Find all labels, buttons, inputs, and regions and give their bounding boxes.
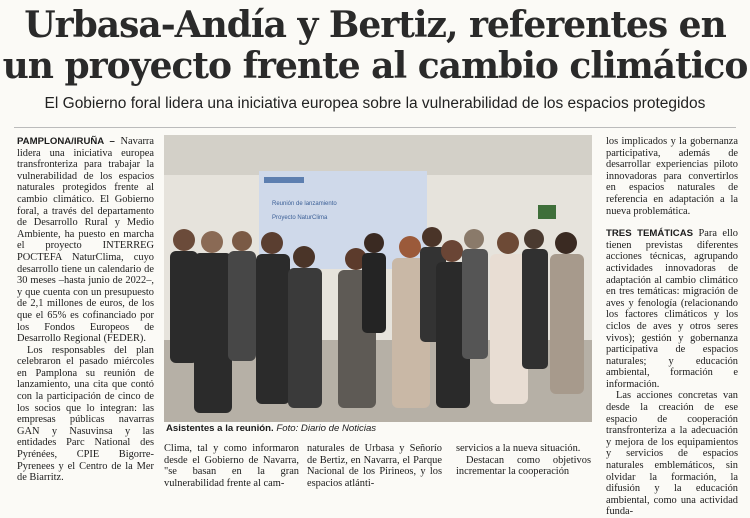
col5-paragraph-3: Las acciones concretas van desde la creación de ese espacio de cooperación transfronteriza a la adecuación y mejora de los equipamientos y servicios de espacios naturales emblemáticos, sin olvidar la formación, la difusión y la educación ambiental, como una actividad funda-	[606, 390, 738, 518]
slide-title: Reunión de lanzamiento	[272, 201, 337, 207]
col2-paragraph: Clima, tal y como informaron desde el Gobierno de Navarra, "se basan en la gran vulnerabilidad frente al cam-	[164, 443, 299, 489]
photo-caption	[166, 423, 594, 434]
col1-paragraph-2: Los responsables del plan celebraron el pasado miércoles en Pamplona su reunión de lanzamiento, una cita que contó con la participación de cinco de los socios que lo integran: las empresas públicas navarras GAN y Nasuvinsa y las entidades Parc National des Pyrénées, CPIE Bigorre-Pyrenees y el Centro de la Mer de Biarritz.	[17, 344, 154, 484]
subheadline: El Gobierno foral lidera una iniciativa europea sobre la vulnerabilidad de los espacios protegidos	[44, 95, 706, 112]
col3-paragraph: naturales de Urbasa y Señorío de Bertiz, en Navarra, el Parque Nacional de los Pirineos, y los espacios atlánti-	[307, 443, 442, 489]
photo-credit: Foto: Diario de Noticias	[276, 423, 377, 434]
col1-paragraph-1	[17, 136, 154, 345]
column-4	[456, 443, 591, 500]
header-rule	[14, 127, 736, 128]
column-2	[164, 443, 299, 500]
slide-subtitle: Proyecto NaturClima	[272, 215, 328, 221]
col4-paragraph-1: servicios a la nueva situación.	[456, 443, 581, 454]
group-photo-illustration	[164, 135, 592, 422]
column-3	[307, 443, 442, 500]
column-1	[17, 136, 154, 500]
section-lede: TRES TEMÁTICAS	[606, 228, 694, 240]
col5-text-2: Para ello tienen previstas diferentes acciones técnicas, agrupando actividades innovadoras de adaptación al cambio climático en tres temáticas: migración de aves y fenología (relacionando los factores climáticos y los ciclos de aves y otros seres vivos); gestión y gobernanza participativa de espacios naturales; y educación ambiental, formación e información.	[606, 228, 738, 390]
headline-line-1: Urbasa-Andía y Bertiz, referentes en	[24, 4, 726, 46]
headline-line-2: un proyecto frente al cambio climático	[2, 45, 748, 87]
article-photo	[164, 135, 592, 422]
col1-text-1: Navarra lidera una iniciativa europea transfronteriza para trabajar la vulnerabilidad de los espacios naturales protegidos frente al cambio climático. El Gobierno foral, a través del departamento de Desarrollo Rural y Medio Ambiente, ha puesto en marcha el proyecto INTERREG POCTEFA NaturClima, cuyo desarrollo tiene un calendario de 30 meses –hasta junio de 2022–, y que cuenta con un presupuesto de 2,1 millones de euros, de los que el 65% es cofinanciado por los Fondos Europeos de Desarrollo Regional (FEDER).	[17, 136, 154, 345]
dateline: PAMPLONA/IRUÑA –	[17, 136, 115, 147]
caption-text: Asistentes a la reunión.	[166, 423, 274, 434]
col4-paragraph-2: Destacan como objetivos incrementar la cooperación	[456, 454, 591, 478]
column-5	[606, 136, 738, 518]
col5-paragraph-1: los implicados y la gobernanza participativa, además de desarrollar experiencias piloto innovadoras para convertirlos en espacios naturales de referencia en adaptación a la nueva problemática.	[606, 136, 738, 217]
col5-paragraph-2	[606, 228, 738, 390]
